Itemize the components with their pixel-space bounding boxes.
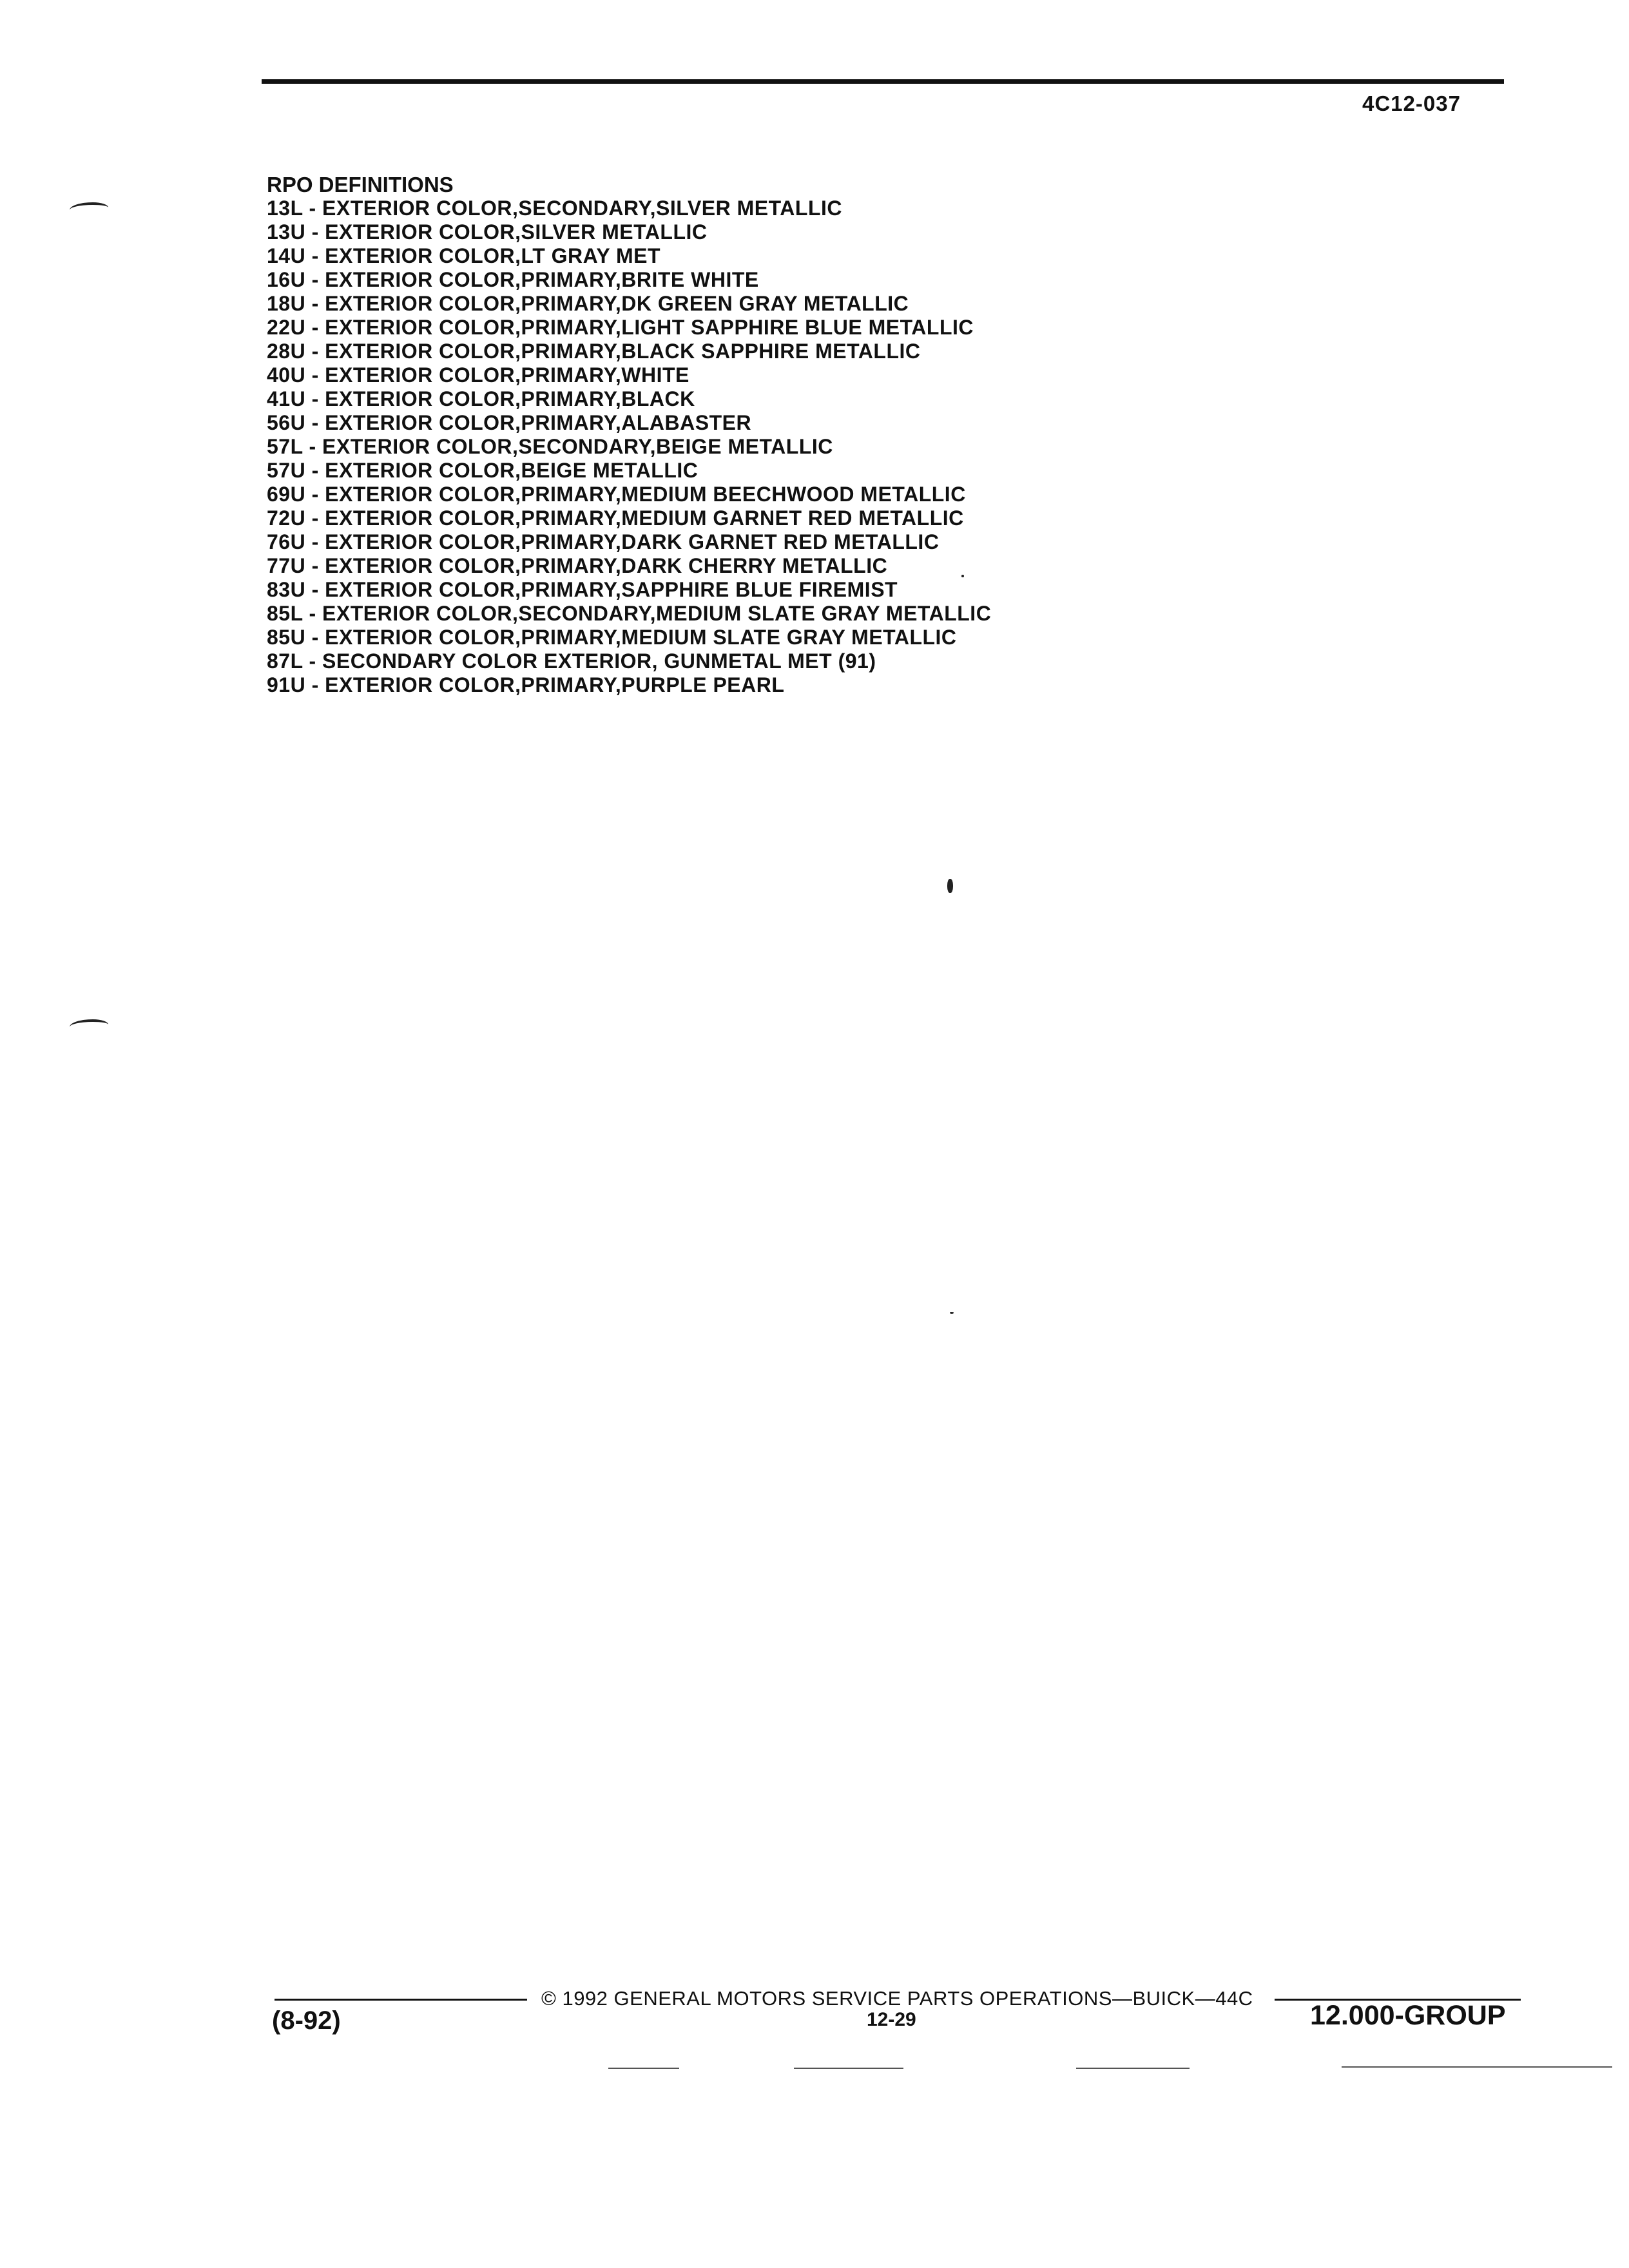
rpo-separator: - [303, 602, 322, 625]
rpo-item [267, 292, 1362, 316]
rpo-item [267, 483, 1362, 506]
rpo-item [267, 363, 1362, 387]
rpo-code: 41U [267, 387, 306, 410]
rpo-separator: - [305, 244, 325, 267]
rpo-description: EXTERIOR COLOR,PRIMARY,MEDIUM GARNET RED METALLIC [325, 506, 964, 530]
footer-rule-left [275, 1999, 527, 2001]
rpo-code: 69U [267, 483, 306, 506]
rpo-separator: - [303, 197, 322, 220]
rpo-code: 72U [267, 506, 306, 530]
rpo-description: EXTERIOR COLOR,LT GRAY MET [325, 244, 661, 267]
rpo-code: 13U [267, 220, 306, 244]
rpo-code: 77U [267, 554, 306, 577]
rpo-description: EXTERIOR COLOR,PRIMARY,MEDIUM SLATE GRAY METALLIC [325, 626, 957, 649]
rpo-code: 16U [267, 268, 306, 291]
binding-mark [70, 1019, 108, 1032]
rpo-code: 56U [267, 411, 306, 434]
revision-date: (8-92) [272, 2006, 341, 2035]
rpo-description: EXTERIOR COLOR,PRIMARY,ALABASTER [325, 411, 752, 434]
rpo-code: 91U [267, 673, 306, 697]
rpo-item [267, 506, 1362, 530]
rpo-item [267, 435, 1362, 459]
scan-line [794, 2068, 903, 2069]
rpo-code: 13L [267, 197, 304, 220]
rpo-code: 57L [267, 435, 304, 458]
rpo-description: SECONDARY COLOR EXTERIOR, GUNMETAL MET (91) [322, 649, 876, 673]
scan-speck [950, 1312, 954, 1314]
page-number: 12-29 [867, 2009, 916, 2030]
rpo-description: EXTERIOR COLOR,PRIMARY,DK GREEN GRAY METALLIC [325, 292, 909, 315]
group-label: 12.000-GROUP [1310, 2000, 1506, 2031]
rpo-description: EXTERIOR COLOR,SECONDARY,MEDIUM SLATE GRAY METALLIC [322, 602, 992, 625]
rpo-separator: - [305, 554, 325, 577]
rpo-list [267, 197, 1362, 697]
rpo-code: 57U [267, 459, 306, 482]
rpo-code: 18U [267, 292, 306, 315]
scan-line [1342, 2066, 1612, 2068]
rpo-item [267, 673, 1362, 697]
rpo-description: EXTERIOR COLOR,PRIMARY,SAPPHIRE BLUE FIREMIST [325, 578, 898, 601]
rpo-item [267, 220, 1362, 244]
document-id: 4C12-037 [1362, 91, 1461, 115]
scan-line [608, 2068, 679, 2069]
rpo-code: 40U [267, 363, 306, 387]
rpo-separator: - [305, 578, 325, 601]
rpo-separator: - [305, 673, 325, 697]
rpo-description: EXTERIOR COLOR,PRIMARY,MEDIUM BEECHWOOD METALLIC [325, 483, 966, 506]
rpo-separator: - [305, 316, 325, 339]
rpo-item [267, 340, 1362, 363]
rpo-item [267, 626, 1362, 649]
rpo-description: EXTERIOR COLOR,SILVER METALLIC [325, 220, 708, 244]
rpo-separator: - [305, 292, 325, 315]
rpo-separator: - [305, 268, 325, 291]
rpo-separator: - [305, 340, 325, 363]
binding-mark [70, 202, 108, 215]
rpo-description: EXTERIOR COLOR,PRIMARY,WHITE [325, 363, 689, 387]
rpo-item [267, 554, 1362, 578]
header-rule [262, 79, 1504, 84]
rpo-separator: - [305, 530, 325, 553]
rpo-description: EXTERIOR COLOR,PRIMARY,BLACK SAPPHIRE METALLIC [325, 340, 921, 363]
rpo-item [267, 602, 1362, 626]
rpo-item [267, 244, 1362, 268]
rpo-item [267, 268, 1362, 292]
rpo-item [267, 411, 1362, 435]
rpo-description: EXTERIOR COLOR,PRIMARY,BLACK [325, 387, 695, 410]
rpo-separator: - [303, 649, 322, 673]
rpo-separator: - [305, 459, 325, 482]
rpo-item [267, 197, 1362, 220]
rpo-separator: - [305, 483, 325, 506]
rpo-heading: RPO DEFINITIONS [267, 173, 454, 197]
rpo-code: 87L [267, 649, 304, 673]
rpo-separator: - [303, 435, 322, 458]
scan-speck [947, 879, 953, 893]
rpo-item [267, 316, 1362, 340]
rpo-code: 85L [267, 602, 304, 625]
scan-speck [961, 575, 964, 577]
rpo-item [267, 649, 1362, 673]
rpo-description: EXTERIOR COLOR,PRIMARY,DARK GARNET RED METALLIC [325, 530, 940, 553]
rpo-separator: - [305, 506, 325, 530]
rpo-separator: - [305, 363, 325, 387]
rpo-description: EXTERIOR COLOR,PRIMARY,DARK CHERRY METALLIC [325, 554, 888, 577]
rpo-separator: - [305, 220, 325, 244]
rpo-code: 76U [267, 530, 306, 553]
rpo-description: EXTERIOR COLOR,SECONDARY,SILVER METALLIC [322, 197, 842, 220]
rpo-code: 85U [267, 626, 306, 649]
rpo-description: EXTERIOR COLOR,PRIMARY,LIGHT SAPPHIRE BLUE METALLIC [325, 316, 974, 339]
rpo-description: EXTERIOR COLOR,BEIGE METALLIC [325, 459, 699, 482]
rpo-description: EXTERIOR COLOR,SECONDARY,BEIGE METALLIC [322, 435, 833, 458]
rpo-code: 14U [267, 244, 306, 267]
rpo-description: EXTERIOR COLOR,PRIMARY,PURPLE PEARL [325, 673, 785, 697]
rpo-item [267, 530, 1362, 554]
rpo-code: 22U [267, 316, 306, 339]
footer-copyright: © 1992 GENERAL MOTORS SERVICE PARTS OPERATIONS—BUICK—44C [541, 1987, 1253, 2010]
rpo-item [267, 578, 1362, 602]
rpo-code: 83U [267, 578, 306, 601]
rpo-separator: - [305, 387, 325, 410]
rpo-item [267, 387, 1362, 411]
rpo-code: 28U [267, 340, 306, 363]
rpo-separator: - [305, 626, 325, 649]
rpo-definitions [267, 173, 1362, 697]
scan-line [1076, 2068, 1190, 2069]
rpo-description: EXTERIOR COLOR,PRIMARY,BRITE WHITE [325, 268, 759, 291]
rpo-separator: - [305, 411, 325, 434]
rpo-item [267, 459, 1362, 483]
